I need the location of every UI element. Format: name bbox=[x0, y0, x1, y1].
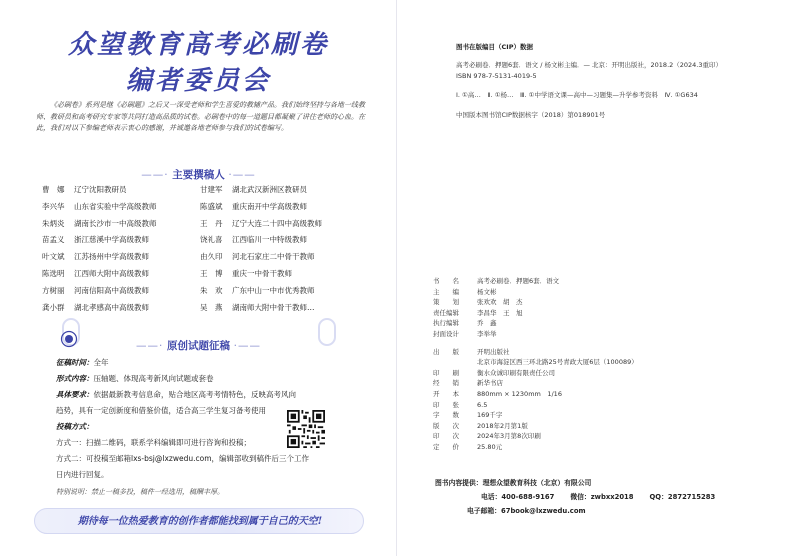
content-supplier bbox=[435, 476, 775, 518]
author-affiliation: 辽宁沈阳教研员 bbox=[74, 185, 127, 194]
author-name: 由久印 bbox=[200, 252, 223, 262]
author-row bbox=[200, 232, 322, 249]
slogan-banner bbox=[34, 508, 364, 534]
author-row bbox=[200, 216, 322, 233]
qq-value: 2872715283 bbox=[667, 493, 716, 501]
collect-req-line2: 趋势，具有一定创新度和借鉴价值，适合高三学生复习备考使用 bbox=[56, 406, 266, 415]
collect-heading-text: 原创试题征稿 bbox=[167, 340, 230, 352]
author-name: 苗孟义 bbox=[42, 235, 65, 245]
collect-time-row bbox=[56, 355, 346, 371]
colophon-value: 张欢欢 胡 杰 bbox=[477, 298, 523, 307]
author-row bbox=[42, 199, 157, 216]
colophon-value: 新华书店 bbox=[477, 379, 503, 388]
author-affiliation: 江西师大附中高级教师 bbox=[74, 268, 149, 278]
colophon-value: 2024年3月第8次印刷 bbox=[477, 432, 541, 441]
author-affiliation: 河北石家庄二中骨干教师 bbox=[232, 252, 315, 262]
colophon-value: 25.80元 bbox=[477, 442, 503, 451]
colophon-value: 衡水众诚印刷有限责任公司 bbox=[477, 368, 555, 377]
main-subtitle: 编者委员会 bbox=[125, 66, 271, 96]
author-affiliation: 湖北武汉新洲区教研员 bbox=[232, 185, 307, 194]
collect-note: 特别说明：禁止一稿多投，稿件一经选用，稿酬丰厚。 bbox=[56, 488, 224, 496]
colophon-label: 印 张 bbox=[433, 400, 459, 409]
colophon-value: 开明出版社 bbox=[477, 347, 510, 356]
author-row bbox=[200, 300, 322, 317]
supplier-value: 理想众望教育科技（北京）有限公司 bbox=[482, 479, 592, 487]
author-row bbox=[42, 283, 157, 300]
author-affiliation: 山东省实验中学高级教师 bbox=[74, 201, 157, 211]
authors-list-left bbox=[42, 182, 157, 316]
author-affiliation: 湖北孝感高中高级教师 bbox=[74, 302, 149, 312]
colophon-row bbox=[433, 276, 773, 287]
author-name: 李兴华 bbox=[42, 201, 65, 211]
collect-req-label: 具体要求： bbox=[56, 390, 94, 399]
authors-list-right bbox=[200, 182, 322, 316]
phone-value: 400-688-9167 bbox=[501, 493, 555, 501]
collect-form-value: 压轴题、体现高考新风向试题或套卷 bbox=[93, 374, 214, 383]
colophon-value: 880mm × 1230mm 1/16 bbox=[477, 389, 562, 398]
qr-code-icon[interactable] bbox=[287, 410, 325, 448]
author-row bbox=[200, 199, 322, 216]
colophon-value: 李昌华 王 旭 bbox=[477, 308, 523, 317]
author-name: 陈盛斌 bbox=[200, 201, 223, 211]
author-row bbox=[42, 266, 157, 283]
collect-form-row bbox=[56, 371, 346, 387]
contact-row bbox=[435, 490, 775, 504]
cip-title: 图书在版编目（CIP）数据 bbox=[456, 43, 533, 51]
email-row bbox=[435, 504, 775, 518]
colophon-row bbox=[433, 287, 773, 298]
collect-way2-line2: 日内进行回复。 bbox=[56, 470, 109, 479]
colophon-row bbox=[433, 368, 773, 379]
colophon-label: 开 本 bbox=[433, 389, 459, 398]
colophon-row bbox=[433, 378, 773, 389]
collect-req-row bbox=[56, 387, 346, 403]
colophon-row bbox=[433, 347, 773, 358]
author-affiliation: 河南信阳高中高级教师 bbox=[74, 285, 149, 295]
cip-line: 高考必刷卷．押题6套．语文 / 杨文彬主编．— 北京：开明出版社，2018.2（2024.3重印） bbox=[456, 61, 723, 69]
authors-heading: ——· 主要撰稿人 ·—— bbox=[141, 169, 256, 181]
author-affiliation: 江西临川一中特级教师 bbox=[232, 235, 307, 245]
colophon-group-editorial bbox=[433, 276, 773, 340]
colophon-row bbox=[433, 329, 773, 340]
author-row bbox=[200, 182, 322, 199]
authors-heading-text: 主要撰稿人 bbox=[172, 169, 225, 181]
author-affiliation: 重庆一中骨干教师 bbox=[232, 268, 292, 278]
cip-library: 中国版本图书馆CIP数据核字（2018）第018901号 bbox=[456, 110, 606, 119]
author-name: 朱 欢 bbox=[200, 285, 223, 295]
colophon-label: 出 版 bbox=[433, 347, 459, 356]
email-link[interactable]: 67book@lxzwedu.com bbox=[500, 507, 586, 515]
colophon-row bbox=[433, 421, 773, 432]
author-name: 吴 燕 bbox=[200, 302, 223, 312]
slogan-text: 期待每一位热爱教育的创作者都能找到属于自己的天空! bbox=[77, 516, 323, 527]
colophon bbox=[433, 276, 773, 453]
cip-block bbox=[456, 42, 776, 120]
author-row bbox=[42, 232, 157, 249]
author-row bbox=[200, 249, 322, 266]
colophon-value: 高考必刷卷．押题6套．语文 bbox=[477, 277, 560, 285]
author-row bbox=[42, 216, 157, 233]
colophon-value: 169千字 bbox=[477, 411, 503, 420]
author-row bbox=[42, 182, 157, 199]
collect-form-label: 形式内容： bbox=[56, 374, 94, 383]
colophon-label: 印 次 bbox=[433, 432, 459, 441]
colophon-label: 主 编 bbox=[433, 287, 459, 296]
collect-heading: ——· 原创试题征稿 ·—— bbox=[136, 340, 261, 352]
author-name: 陈选明 bbox=[42, 268, 65, 278]
colophon-row bbox=[433, 389, 773, 400]
collect-time-label: 征稿时间： bbox=[56, 358, 94, 367]
colophon-label: 书 名 bbox=[433, 277, 459, 285]
supplier-row bbox=[435, 476, 775, 490]
right-page bbox=[397, 0, 794, 556]
author-affiliation: 辽宁大连二十四中高级教师 bbox=[232, 218, 322, 228]
author-row bbox=[200, 283, 322, 300]
author-affiliation: 湖南师大附中骨干教师… bbox=[232, 302, 315, 312]
wechat-label: 微信： bbox=[570, 493, 591, 501]
author-name: 朱炳炎 bbox=[42, 218, 65, 228]
colophon-label: 责任编辑 bbox=[433, 308, 459, 317]
cip-class: Ⅰ. ①高… Ⅱ. ①杨… Ⅲ. ①中学语文课—高中—习题集—升学参考资料 Ⅳ. ①G634 bbox=[456, 91, 698, 99]
author-affiliation: 重庆南开中学高级教师 bbox=[232, 201, 307, 211]
colophon-label: 执行编辑 bbox=[433, 319, 459, 328]
colophon-row bbox=[433, 410, 773, 421]
colophon-row bbox=[433, 442, 773, 453]
collect-way2-line1: 方式二：可投稿至邮箱lxs-bsj@lxzwedu.com，编辑部收到稿件后三个工作 bbox=[56, 454, 310, 463]
colophon-label: 印 刷 bbox=[433, 368, 459, 377]
colophon-group-publishing bbox=[433, 347, 773, 453]
colophon-value: 2018年2月第1版 bbox=[477, 421, 528, 430]
author-name: 王 博 bbox=[200, 268, 223, 278]
colophon-label: 字 数 bbox=[433, 411, 459, 420]
main-title: 众望教育高考必刷卷 bbox=[67, 30, 329, 60]
colophon-value: 乔 鑫 bbox=[477, 319, 497, 328]
author-row bbox=[200, 266, 322, 283]
author-row bbox=[42, 249, 157, 266]
colophon-row bbox=[433, 400, 773, 411]
colophon-label: 定 价 bbox=[433, 442, 459, 451]
colophon-value: 6.5 bbox=[477, 400, 488, 409]
colophon-value: 北京市海淀区西三环北路25号青政大厦6层（100089） bbox=[477, 358, 638, 367]
author-name: 王 丹 bbox=[200, 218, 223, 228]
wechat-value: zwbxx2018 bbox=[590, 493, 634, 501]
author-row bbox=[42, 300, 157, 317]
collect-way1: 方式一：扫描二维码，联系学科编辑即可进行咨询和投稿； bbox=[56, 438, 251, 447]
colophon-row bbox=[433, 431, 773, 442]
collect-way-label: 投稿方式： bbox=[56, 422, 94, 431]
author-affiliation: 浙江慈溪中学高级教师 bbox=[74, 235, 149, 245]
colophon-row bbox=[433, 308, 773, 319]
colophon-label: 封面设计 bbox=[433, 329, 459, 338]
author-name: 龚小群 bbox=[42, 302, 65, 312]
author-name: 甘建军 bbox=[200, 185, 223, 194]
author-name: 叶文斌 bbox=[42, 252, 65, 262]
colophon-label: 经 销 bbox=[433, 379, 459, 388]
author-name: 曹 娜 bbox=[42, 185, 65, 194]
author-name: 饶礼喜 bbox=[200, 235, 223, 245]
colophon-row bbox=[433, 357, 773, 368]
colophon-value: 李举举 bbox=[477, 329, 497, 338]
colophon-row bbox=[433, 297, 773, 308]
author-affiliation: 江苏扬州中学高级教师 bbox=[74, 252, 149, 262]
author-affiliation: 湖南长沙市一中高级教师 bbox=[74, 218, 157, 228]
colophon-row bbox=[433, 318, 773, 329]
supplier-label: 图书内容提供： bbox=[435, 479, 483, 487]
author-affiliation: 广东中山一中市优秀教师 bbox=[232, 285, 315, 295]
email-label: 电子邮箱： bbox=[467, 507, 501, 515]
collect-req-line1: 依据最新教考信息命，贴合地区高考考情特色，反映高考风向 bbox=[93, 390, 296, 399]
colophon-value: 杨文彬 bbox=[477, 287, 497, 296]
cip-line: ISBN 978-7-5131-4019-5 bbox=[456, 71, 537, 80]
phone-label: 电话： bbox=[481, 493, 502, 501]
intro-paragraph: 《必刷卷》系列是继《必刷题》之后又一深受老师和学生喜爱的教辅产品。我们始终坚持与各地一线教师、教研员和高考研究专家等共同打造高品质的试卷。必刷卷中的每一道题目都凝聚了讲住老师的心血。在此，我们对以下参编老师表示衷心的感谢，并诚邀各地老师参与我们的试卷编写。 bbox=[36, 101, 365, 132]
collect-time-value: 全年 bbox=[93, 358, 109, 367]
author-name: 方树丽 bbox=[42, 285, 65, 295]
qq-label: QQ： bbox=[649, 493, 668, 501]
colophon-label: 版 次 bbox=[433, 421, 459, 430]
colophon-label: 策 划 bbox=[433, 298, 459, 307]
